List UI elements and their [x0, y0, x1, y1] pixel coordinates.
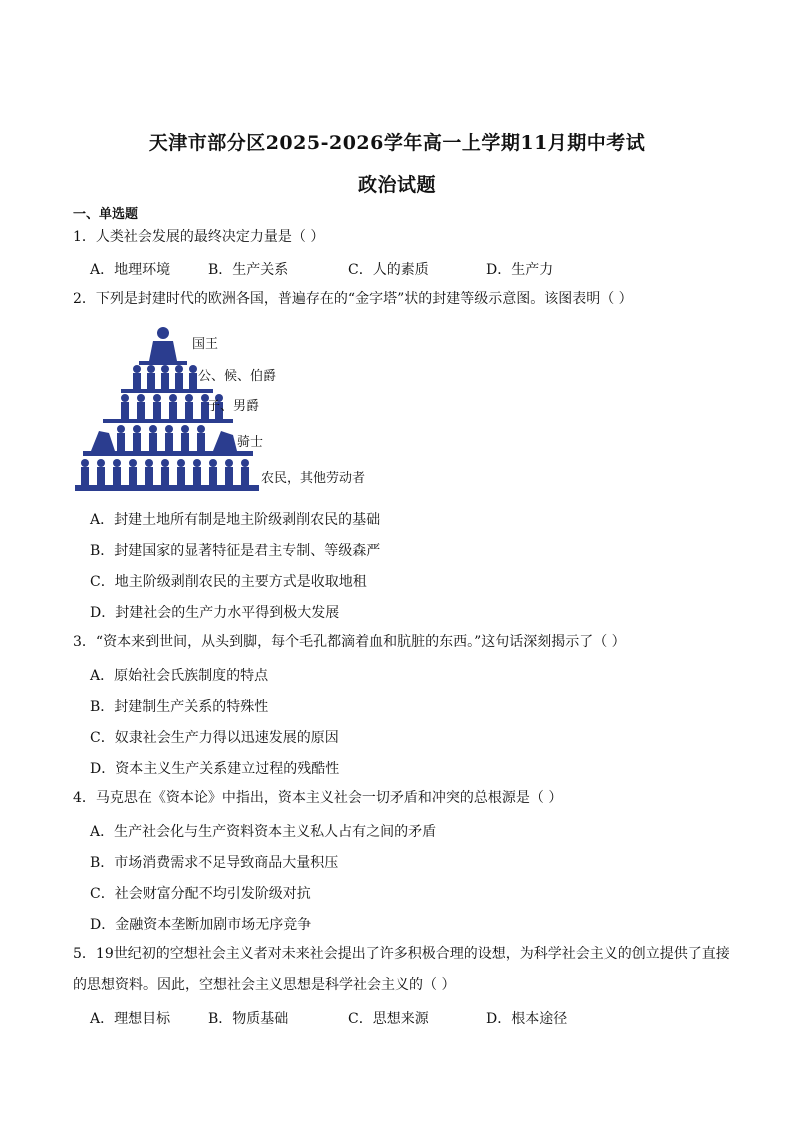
- king-robe: [149, 341, 177, 361]
- question-4-option-d: D．金融资本垄断加剧市场无序竞争: [90, 917, 312, 933]
- question-4-option-c: C．社会财富分配不均引发阶级对抗: [90, 886, 311, 902]
- question-2-option-a: A．封建土地所有制是地主阶级剥削农民的基础: [90, 512, 381, 528]
- figure-label-peasants: 农民，其他劳动者: [261, 471, 366, 486]
- question-1-option-a: A．地理环境: [90, 262, 171, 278]
- figure-label-nobles: 公、候、伯爵: [198, 369, 277, 384]
- question-1-option-d: D．生产力: [486, 262, 554, 278]
- question-4-option-a: A．生产社会化与生产资料资本主义私人占有之间的矛盾: [90, 824, 437, 840]
- section-heading: 一、单选题: [73, 207, 139, 222]
- question-5-stem-line-1: 5．19世纪初的空想社会主义者对未来社会提出了许多积极合理的设想，为科学社会主义的创立提供了直接: [73, 946, 730, 962]
- question-5-option-b: B．物质基础: [208, 1011, 289, 1027]
- exam-subtitle: 政治试题: [357, 174, 436, 196]
- question-2-option-c: C．地主阶级剥削农民的主要方式是收取地租: [90, 574, 367, 590]
- question-2-stem: 2．下列是封建时代的欧洲各国，普遍存在的“金字塔”状的封建等级示意图。该图表明（ ）: [73, 291, 633, 307]
- knights-tier: [91, 425, 237, 451]
- nobles-tier: [133, 365, 197, 389]
- question-5-stem-line-2: 的思想资料。因此，空想社会主义思想是科学社会主义的（ ）: [73, 977, 456, 993]
- question-1-option-b: B．生产关系: [208, 262, 289, 278]
- question-1-stem: 1．人类社会发展的最终决定力量是（ ）: [73, 229, 325, 245]
- question-5-option-a: A．理想目标: [90, 1011, 171, 1027]
- question-4-option-b: B．市场消费需求不足导致商品大量积压: [90, 855, 339, 871]
- question-1-option-c: C．人的素质: [348, 262, 429, 278]
- peasants-tier: [81, 459, 249, 485]
- question-3-stem: 3．“资本来到世间，从头到脚，每个毛孔都滴着血和肮脏的东西。”这句话深刻揭示了（ ）: [73, 634, 626, 650]
- figure-label-knights: 骑士: [237, 435, 264, 450]
- question-3-option-b: B．封建制生产关系的特殊性: [90, 699, 269, 715]
- king-figure: [157, 327, 169, 339]
- feudal-pyramid-figure: [75, 321, 375, 496]
- question-3-option-a: A．原始社会氏族制度的特点: [90, 668, 269, 684]
- question-3-option-c: C．奴隶社会生产力得以迅速发展的原因: [90, 730, 339, 746]
- figure-label-king: 国王: [192, 337, 219, 352]
- question-3-option-d: D．资本主义生产关系建立过程的残酷性: [90, 761, 340, 777]
- question-4-stem: 4．马克思在《资本论》中指出，资本主义社会一切矛盾和冲突的总根源是（ ）: [73, 790, 563, 806]
- exam-title: 天津市部分区2025-2026学年高一上学期11月期中考试: [148, 132, 646, 154]
- question-2-option-d: D．封建社会的生产力水平得到极大发展: [90, 605, 340, 621]
- question-2-option-b: B．封建国家的显著特征是君主专制、等级森严: [90, 543, 381, 559]
- figure-label-lesser-nobles: 子、男爵: [207, 399, 260, 414]
- question-5-option-d: D．根本途径: [486, 1011, 568, 1027]
- question-5-option-c: C．思想来源: [348, 1011, 429, 1027]
